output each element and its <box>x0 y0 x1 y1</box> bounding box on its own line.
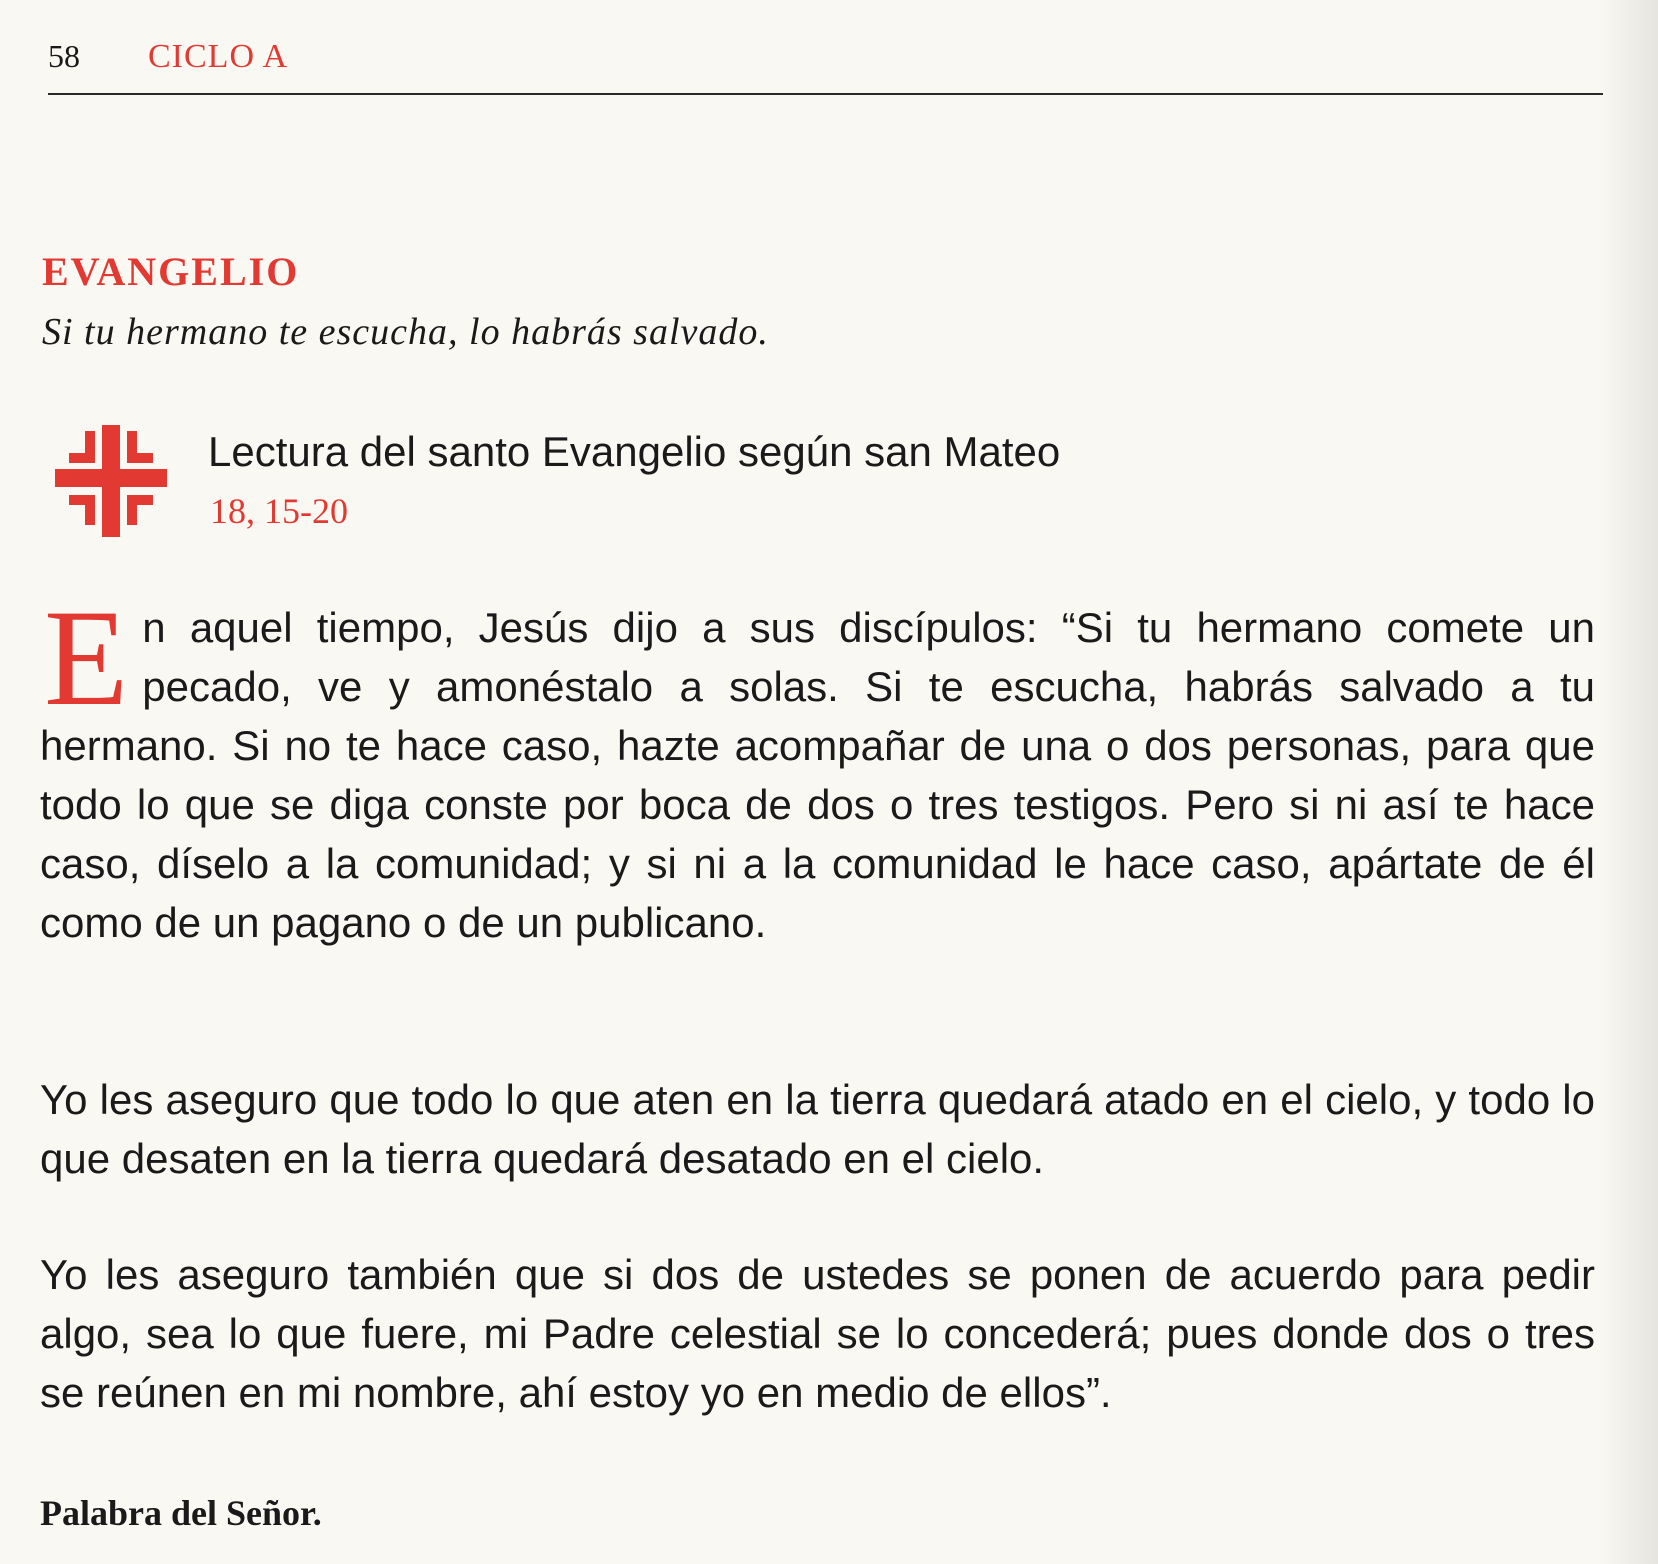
paragraph-1-text: n aquel tiempo, Jesús dijo a sus discípulos: “Si tu hermano comete un pecado, ve y amonéstalo a solas. Si te escucha, habrás salvado a tu hermano. Si no te hace caso, hazte acompañar de una o dos personas, para que todo lo que se diga conste por boca de dos o tres testigos. Pero si ni así te hace caso, díselo a la comunidad; y si ni a la comunidad le hace caso, apártate de él como de un pagano o de un publicano. <box>40 604 1595 946</box>
section-subtitle: Si tu hermano te escucha, lo habrás salvado. <box>42 311 769 353</box>
reading-title: Lectura del santo Evangelio según san Mateo <box>208 428 1061 475</box>
header-divider <box>48 93 1603 95</box>
gospel-paragraph-2: Yo les aseguro que todo lo que aten en la tierra quedará atado en el cielo, y todo lo que desaten en la tierra quedará desatado en el cielo. <box>40 1076 1595 1182</box>
reading-reference: 18, 15-20 <box>210 491 348 531</box>
page-gutter-shadow <box>1598 0 1658 1564</box>
gospel-paragraph-1 <box>40 581 1595 952</box>
section-title: EVANGELIO <box>42 249 300 294</box>
page-header <box>48 38 288 78</box>
page-number: 58 <box>48 38 80 74</box>
closing-acclamation: Palabra del Señor. <box>40 1493 322 1533</box>
gospel-paragraph-3: Yo les aseguro también que si dos de ustedes se ponen de acuerdo para pedir algo, sea lo que fuere, mi Padre celestial se lo concederá; pues donde dos o tres se reúnen en mi nombre, ahí estoy yo en medio de ellos”. <box>40 1251 1595 1416</box>
jerusalem-cross-icon <box>55 425 167 537</box>
cycle-label: CICLO A <box>148 38 289 75</box>
drop-cap: E <box>44 581 129 734</box>
